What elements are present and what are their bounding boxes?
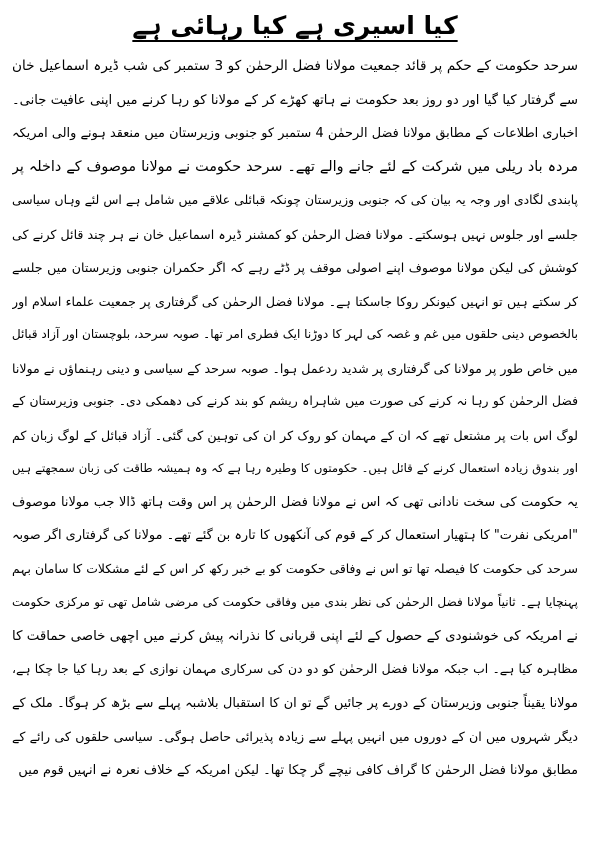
- text-line: فضل الرحمٰن کو رہا نہ کرنے کی صورت میں شاہراہ ریشم کو بند کرنے کی دھمکی دی۔ جنوبی وزیرستان کے: [12, 394, 578, 408]
- text-line: میں خاص طور پر مولانا کی گرفتاری پر شدید ردعمل ہوا۔ صوبہ سرحد کے سیاسی و دینی رہنماؤں نے مولانا: [12, 360, 578, 376]
- text-line: "امریکی نفرت" کا ہتھیار استعمال کر کے قوم کی آنکھوں کا تارہ بن گئے تھے۔ مولانا کی گرفتاری اگر صوبہ: [12, 528, 578, 543]
- article-body: [12, 50, 578, 787]
- article-title: کیا اسیری ہے کیا رہائی ہے: [132, 11, 458, 40]
- text-line: مطابق مولانا فضل الرحمٰن کا گراف کافی نیچے گر چکا تھا۔ لیکن امریکہ کے خلاف نعرہ نے انہیں قوم میں: [18, 762, 578, 778]
- text-line: بالخصوص دینی حلقوں میں غم و غصہ کی لہر کا دوڑنا ایک فطری امر تھا۔ صوبہ سرحد، بلوچستان اور آزاد قبائل: [12, 327, 578, 341]
- text-line: مظاہرہ کیا ہے۔ اب جبکہ مولانا فضل الرحمٰن کو دو دن کی سرکاری مہمان نوازی کے بعد رہا کیا جا چکا ہے،: [12, 662, 578, 676]
- text-line: نے امریکہ کی خوشنودی کے حصول کے لئے اپنی قربانی کا نذرانہ پیش کرنے میں اچھی خاصی حماقت کا: [12, 628, 578, 644]
- text-line: مردہ باد ریلی میں شرکت کے لئے جانے والے تھے۔ سرحد حکومت نے مولانا موصوف کے داخلہ پر: [12, 158, 578, 175]
- text-line: کر سکتے ہیں تو انہیں کیونکر روکا جاسکتا ہے۔ مولانا فضل الرحمٰن کی گرفتاری پر جمعیت علماء اسلام اور: [12, 293, 578, 309]
- text-line: یہ حکومت کی سخت نادانی تھی کہ اس نے مولانا فضل الرحمٰن پر اس وقت ہاتھ ڈالا جب مولانا موصوف: [12, 494, 578, 510]
- text-line: کوشش کی لیکن مولانا موصوف اپنے اصولی موقف پر ڈٹے رہے کہ اگر حکمران جنوبی وزیرستان میں جلسے: [12, 260, 578, 275]
- text-line: اور بندوق زیادہ استعمال کرنے کے قائل ہیں۔ حکومتوں کا وطیرہ رہا ہے کہ وہ ہمیشہ طاقت کی زبان سمجھتے ہیں: [12, 461, 578, 475]
- text-line: جلسے اور جلوس نہیں ہوسکتے۔ مولانا فضل الرحمٰن کو کمشنر ڈیرہ اسماعیل خان نے ہر چند قائل کرنے کی: [12, 226, 578, 242]
- text-line: لوگ اس بات پر مشتعل تھے کہ ان کے مہمان کو روک کر ان کی توہین کی گئی۔ آزاد قبائل کے لوگ زبان کم: [12, 427, 578, 443]
- text-line: پہنچایا ہے۔ ثانیاً مولانا فضل الرحمٰن کی نظر بندی میں وفاقی حکومت کی مرضی شامل تھی تو مرکزی حکومت: [12, 595, 578, 609]
- text-line: سرحد کی حکومت کا فیصلہ تھا تو اس نے وفاقی حکومت کو بے خبر رکھ کر اس کے لئے مشکلات کا سامان بہم: [12, 561, 578, 576]
- text-line: اخباری اطلاعات کے مطابق مولانا فضل الرحمٰن 4 ستمبر کو جنوبی وزیرستان میں منعقد ہونے والی امریکہ: [12, 126, 578, 141]
- text-line: مولانا یقیناً جنوبی وزیرستان کے دورے پر جائیں گے تو ان کا استقبال بلاشبہ پہلے سے بڑھ کر ہوگا۔ ملک کے: [12, 695, 578, 711]
- title-block: [12, 8, 578, 50]
- text-line: سے گرفتار کیا گیا اور دو روز بعد حکومت نے ہاتھ کھڑے کر کے مولانا کو رہا کرنے میں اپنی عافیت جانی۔: [12, 92, 578, 108]
- text-line: دیگر شہروں میں ان کے دوروں میں انہیں پہلے سے زیادہ پذیرائی حاصل ہوگی۔ سیاسی حلقوں کی رائے کے: [12, 729, 578, 744]
- text-line: پابندی لگادی اور وجہ یہ بیان کی کہ جنوبی وزیرستان چونکہ قبائلی علاقے میں شامل ہے اس لئے وہاں سیاسی: [12, 193, 578, 207]
- text-line: سرحد حکومت کے حکم پر قائد جمعیت مولانا فضل الرحمٰن کو 3 ستمبر کی شب ڈیرہ اسماعیل خان: [12, 58, 578, 74]
